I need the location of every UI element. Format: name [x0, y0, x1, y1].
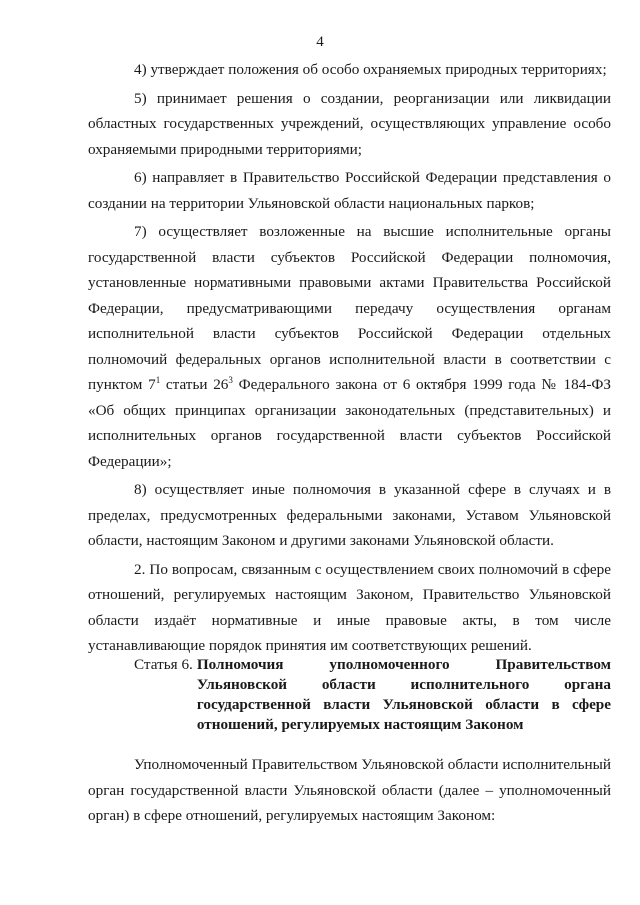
article-title: Полномочия уполномоченного Правительством Ульяновской области исполнительного органа государственной власти Ульяновской области в сфере отношений, регулируемых настоящим Законом [196, 656, 611, 733]
superscript-3: 3 [228, 374, 233, 385]
paragraph-section-2: 2. По вопросам, связанным с осуществлением своих полномочий в сфере отношений, регулируемых настоящим Законом, Правительство Ульяновской области издаёт нормативные и иные правовые акты, в том числе устанавливающие порядок принятия им соответствующих решений. [88, 560, 611, 654]
article-label: Статья 6. [134, 656, 193, 673]
paragraph-item-5: 5) принимает решения о создании, реорганизации или ликвидации областных государственных учреждений, осуществляющих управление особо охраняемыми природными территориями; [88, 89, 611, 158]
paragraph-item-7 [88, 219, 611, 474]
paragraph-item-8: 8) осуществляет иные полномочия в указанной сфере в случаях и в пределах, предусмотренных федеральными законами, Уставом Ульяновской области, настоящим Законом и другими законами Ульяновской области. [88, 481, 611, 549]
article-body [88, 752, 611, 829]
body-text [88, 57, 611, 659]
paragraph-7-text-a: 7) осуществляет возложенные на высшие исполнительные органы государственной власти субъектов Российской Федерации полномочия, установленные нормативными правовыми актами Правительства Российской Федерации, предусматривающими передачу осуществления органам исполнительной власти субъектов Российской Федерации отдельных полномочий федеральных органов исполнительной власти в соответствии с пунктом 7 [88, 223, 611, 393]
paragraph-item-4: 4) утверждает положения об особо охраняемых природных территориях; [134, 61, 607, 78]
paragraph-7-text-b: статьи 26 [160, 376, 229, 393]
article-intro-paragraph: Уполномоченный Правительством Ульяновской области исполнительный орган государственной власти Ульяновской области (далее – уполномоченный орган) в сфере отношений, регулируемых настоящим Законом: [88, 756, 611, 824]
paragraph-7-text-c: Федерального закона от 6 октября 1999 года № 184-ФЗ «Об общих принципах организации законодательных (представительных) и исполнительных органов государственной власти субъектов Российской Федерации»; [88, 376, 611, 470]
page-number: 4 [316, 34, 324, 50]
article-heading [88, 655, 611, 735]
paragraph-item-6: 6) направляет в Правительство Российской Федерации представления о создании на территории Ульяновской области национальных парков; [88, 169, 611, 212]
superscript-1: 1 [155, 374, 161, 385]
